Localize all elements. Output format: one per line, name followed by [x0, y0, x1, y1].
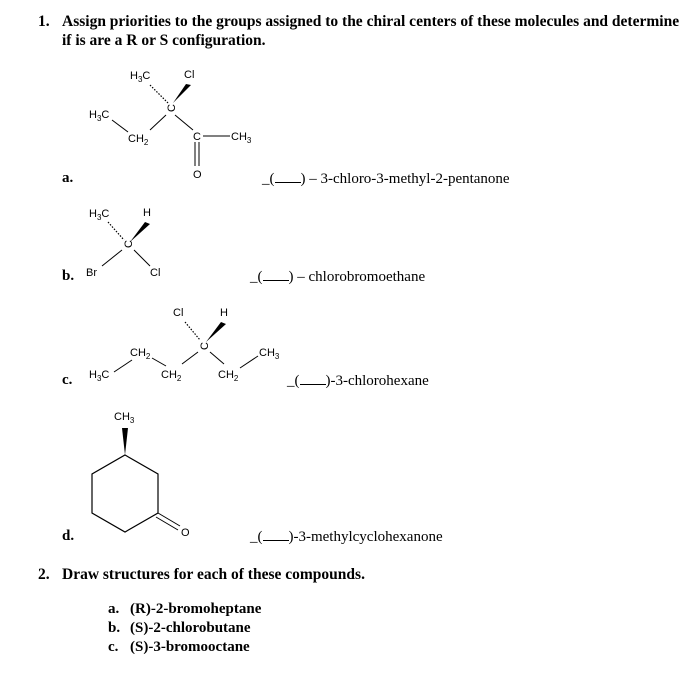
atom-ch2: $CH_2$	[128, 133, 149, 147]
list-item: a. (R)-2-bromoheptane	[108, 601, 262, 617]
cyclohexane-ring	[92, 455, 158, 532]
list-item: b. (S)-2-chlorobutane	[108, 620, 251, 636]
atom-cl: Cl	[150, 267, 161, 279]
atom-ch2-a: $CH_2$	[130, 347, 151, 361]
atom-ch3: $CH_3$	[231, 131, 252, 145]
atom-h3c: $H_3C$	[89, 208, 110, 222]
atom-c-carbonyl: C	[193, 131, 201, 143]
atom-ch3: $CH_3$	[114, 411, 135, 425]
atom-c-center: C	[166, 104, 178, 112]
answer-c: _( )-3-chlorohexane	[287, 373, 429, 389]
item-b-label: b.	[62, 268, 75, 284]
atom-o: O	[181, 527, 190, 539]
answer-blank-d[interactable]	[263, 528, 289, 541]
question-2-items	[108, 600, 261, 657]
double-bond	[158, 513, 180, 526]
list-item: c. (S)-3-bromooctane	[108, 639, 250, 655]
atom-h3c: $H_3C$	[89, 369, 110, 383]
atom-c: C	[199, 342, 211, 350]
atom-ch2-c: $CH_2$	[218, 369, 239, 383]
atom-h3c-left: $H_3C$	[89, 109, 110, 123]
answer-a: _( ) – 3-chloro-3-methyl-2-pentanone	[262, 171, 510, 187]
atom-ch2-b: $CH_2$	[161, 369, 182, 383]
answer-b: _( ) – chlorobromoethane	[250, 269, 426, 285]
item-a-label: a.	[62, 170, 74, 186]
atom-c: C	[123, 240, 135, 248]
answer-d: _( )-3-methylcyclohexanone	[250, 529, 443, 545]
question-2-number: 2.	[38, 566, 50, 583]
question-1-number: 1.	[38, 13, 50, 30]
wedge-bond	[122, 428, 128, 455]
question-1-text: Assign priorities to the groups assigned to the chiral centers of these molecules and determine if is are a R or S configuration.	[62, 13, 680, 49]
double-bond	[156, 517, 178, 530]
item-d-label: d.	[62, 528, 75, 544]
atom-cl: Cl	[184, 69, 195, 81]
item-c-label: c.	[62, 372, 73, 388]
atom-h: H	[220, 307, 228, 319]
atom-h3c-top: $H_3C$	[130, 70, 151, 84]
atom-o: O	[193, 169, 202, 181]
atom-ch3-right: $CH_3$	[259, 347, 280, 361]
atom-h: H	[143, 207, 151, 219]
atom-cl: Cl	[173, 307, 184, 319]
question-2-text: Draw structures for each of these compounds.	[62, 566, 365, 583]
atom-br: Br	[86, 267, 97, 279]
